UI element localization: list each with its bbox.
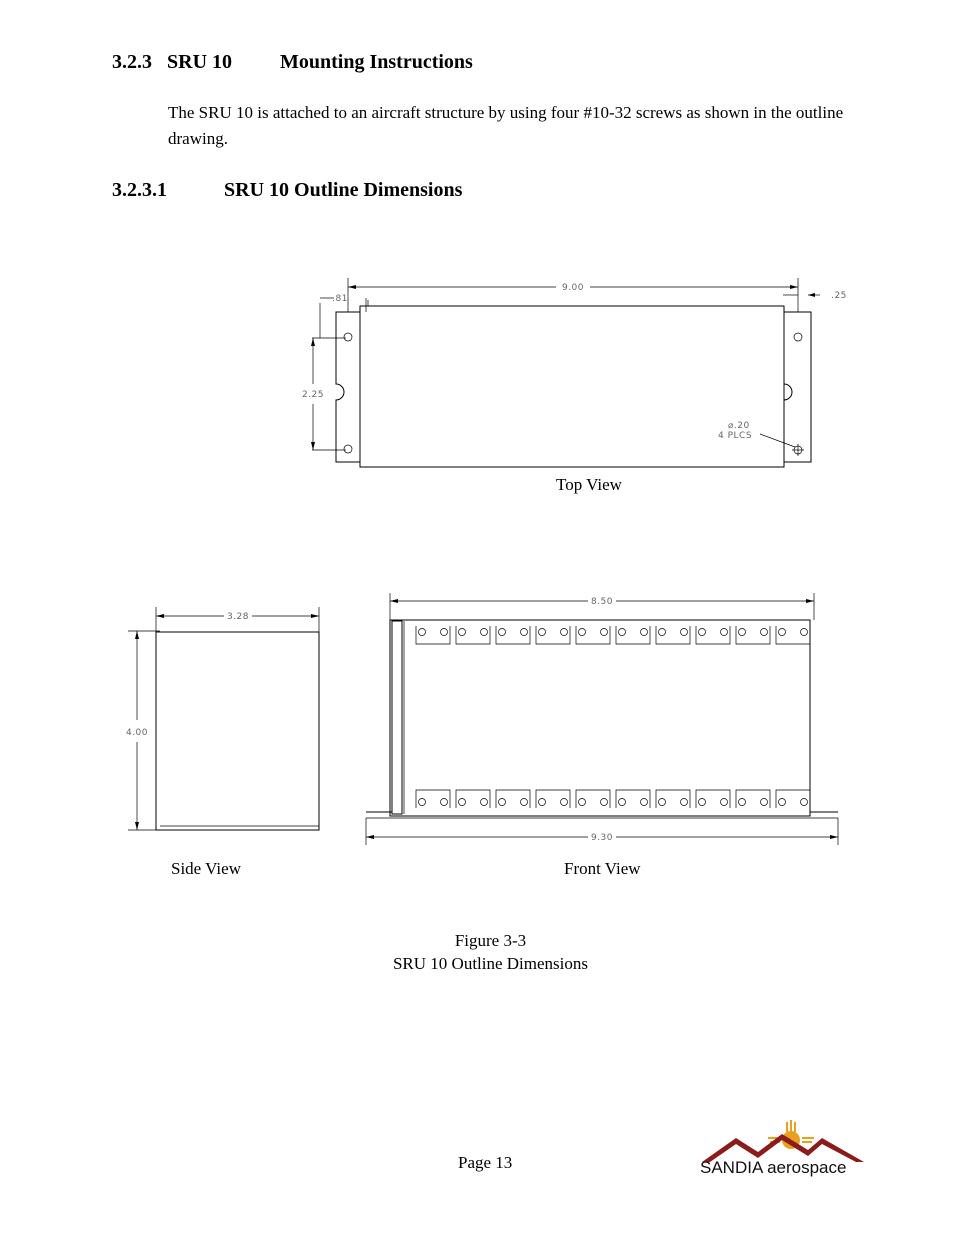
connector-hole <box>441 799 448 806</box>
connector-hole <box>459 799 466 806</box>
side-view-drawing <box>126 607 319 830</box>
connector-hole <box>721 629 728 636</box>
connector-hole <box>601 799 608 806</box>
logo-text: SANDIA aerospace <box>700 1158 847 1177</box>
connector-hole <box>419 629 426 636</box>
front-view-label: Front View <box>564 859 641 878</box>
side-width-dim: 3.28 <box>226 612 250 622</box>
connector-hole <box>419 799 426 806</box>
connector-hole <box>499 799 506 806</box>
top-overall-dim: 9.00 <box>561 283 585 293</box>
top-hole-spacing-dim: 2.25 <box>301 390 325 400</box>
connector-hole <box>641 629 648 636</box>
connector-hole <box>521 629 528 636</box>
connector-hole <box>521 799 528 806</box>
connector-hole <box>561 799 568 806</box>
connector-hole <box>641 799 648 806</box>
top-view-drawing <box>302 278 847 467</box>
section-title: Mounting Instructions <box>280 51 473 73</box>
connector-hole <box>539 629 546 636</box>
intro-paragraph: The SRU 10 is attached to an aircraft structure by using four #10-32 screws as shown in the outline drawing. <box>168 103 844 148</box>
connector-hole <box>459 629 466 636</box>
top-right-dim: .25 <box>831 291 847 301</box>
section-number: 3.2.3 <box>112 51 152 73</box>
connector-hole <box>499 629 506 636</box>
connector-hole <box>681 629 688 636</box>
top-hole-note-1: ⌀.20 <box>728 421 750 431</box>
figure-number: Figure 3-3 <box>454 931 527 950</box>
side-height-dim: 4.00 <box>125 728 149 738</box>
connector-hole <box>801 799 808 806</box>
connector-hole <box>619 799 626 806</box>
connector-hole <box>721 799 728 806</box>
connector-hole <box>681 799 688 806</box>
subsection-number: 3.2.3.1 <box>112 179 167 201</box>
connector-hole <box>761 799 768 806</box>
connector-hole <box>699 629 706 636</box>
top-view-label: Top View <box>556 475 622 494</box>
connector-hole <box>761 629 768 636</box>
company-logo <box>700 1116 870 1182</box>
connector-hole <box>801 629 808 636</box>
front-bottom-dim: 9.30 <box>590 833 614 843</box>
connector-hole <box>481 629 488 636</box>
front-top-dim: 8.50 <box>590 597 614 607</box>
connector-hole <box>699 799 706 806</box>
connector-hole <box>619 629 626 636</box>
connector-hole <box>481 799 488 806</box>
connector-hole <box>579 799 586 806</box>
connector-hole <box>579 629 586 636</box>
connector-hole <box>659 799 666 806</box>
connector-hole <box>539 799 546 806</box>
connector-hole <box>779 799 786 806</box>
connector-hole <box>739 799 746 806</box>
connector-hole <box>441 629 448 636</box>
section-product: SRU 10 <box>167 51 233 73</box>
connector-hole <box>779 629 786 636</box>
connector-hole <box>561 629 568 636</box>
connector-hole <box>601 629 608 636</box>
connector-hole <box>659 629 666 636</box>
subsection-title: SRU 10 Outline Dimensions <box>224 179 463 201</box>
side-view-label: Side View <box>171 859 241 878</box>
top-hole-note-2: 4 PLCS <box>718 431 753 441</box>
figure-caption: SRU 10 Outline Dimensions <box>392 954 589 973</box>
connector-hole <box>739 629 746 636</box>
front-view-drawing <box>366 593 838 845</box>
page-number: Page 13 <box>458 1153 513 1172</box>
top-flange-dim: .81 <box>332 294 348 304</box>
